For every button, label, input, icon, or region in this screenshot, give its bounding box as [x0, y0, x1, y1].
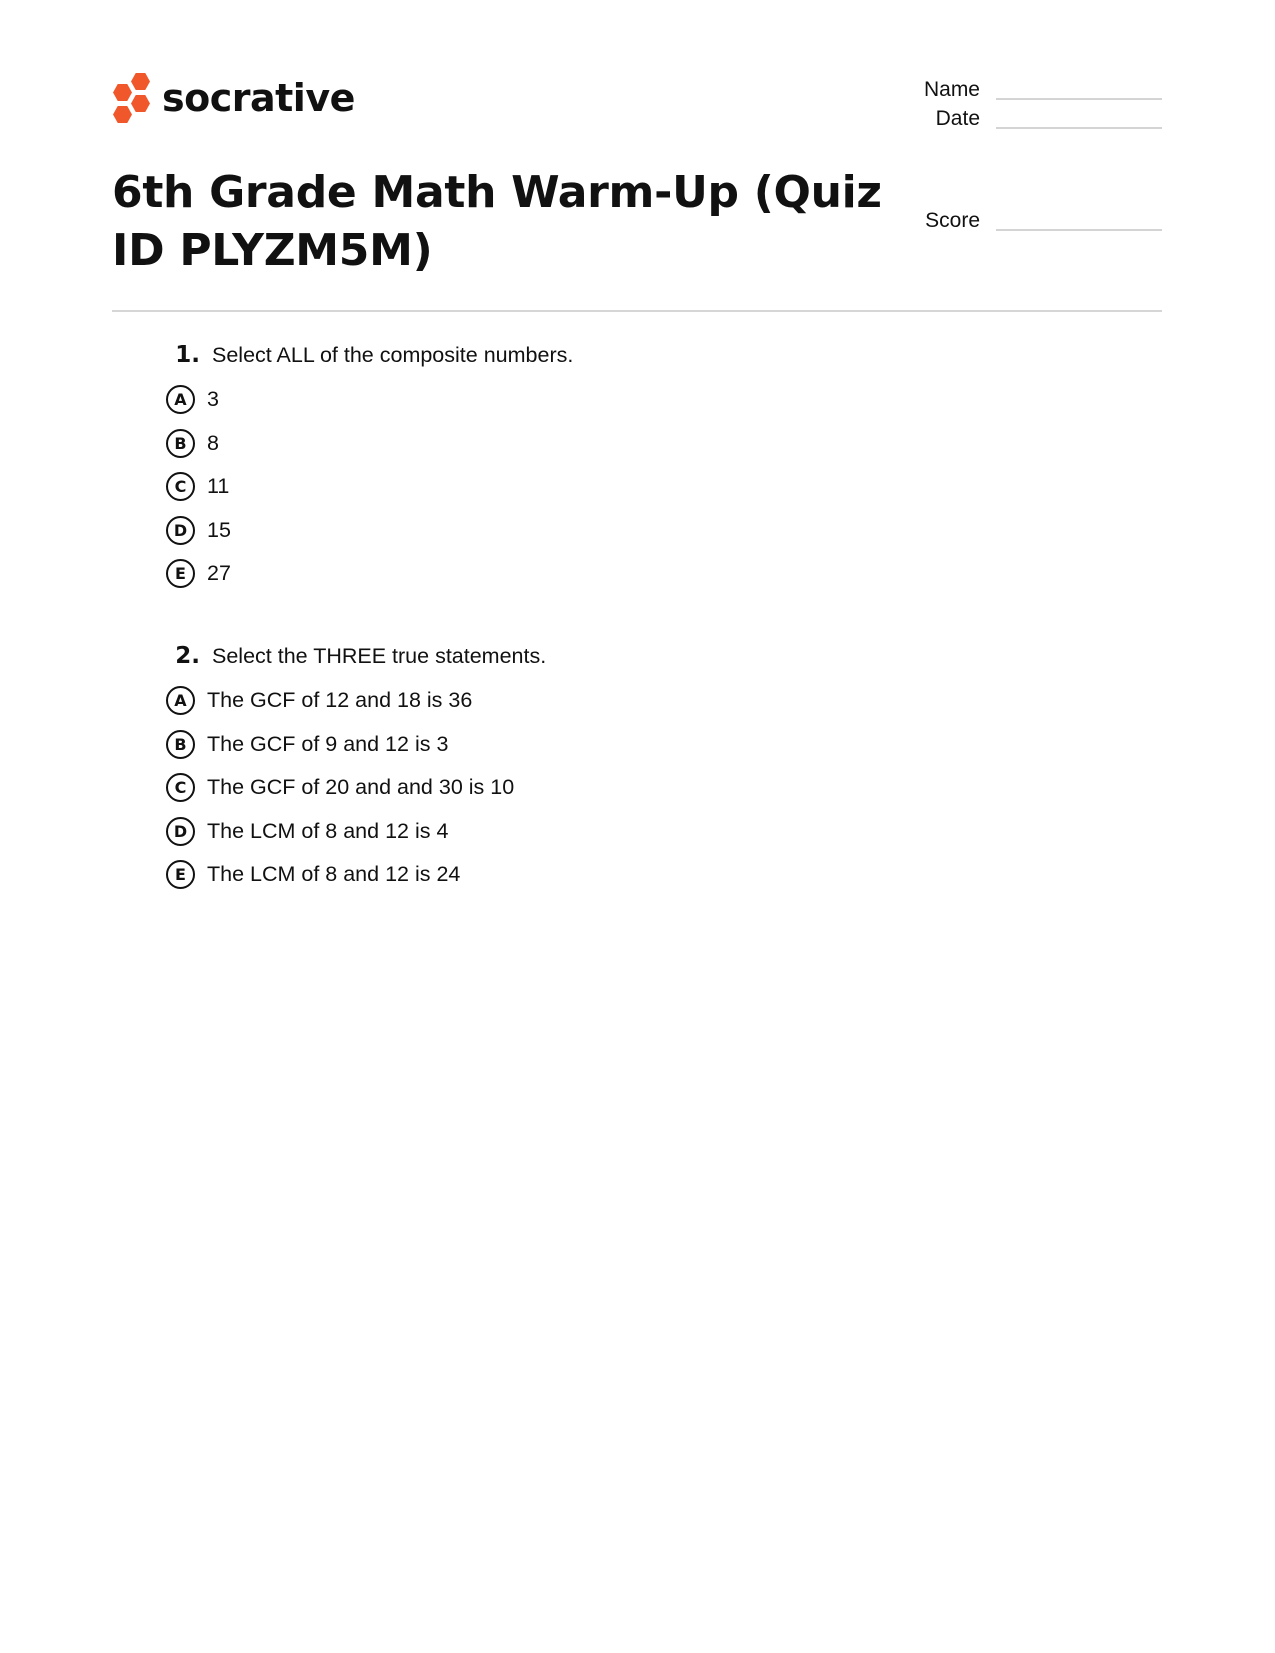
answer-bubble-a[interactable]: A [166, 385, 195, 414]
answer-bubble-b[interactable]: B [166, 730, 195, 759]
answer-bubble-c[interactable]: C [166, 773, 195, 802]
option-text: 27 [207, 561, 231, 586]
socrative-logo [112, 73, 355, 123]
answer-option-d[interactable] [166, 509, 573, 553]
answer-option-a[interactable] [166, 679, 546, 723]
name-label: Name [923, 78, 980, 101]
brand-name: socrative [162, 76, 355, 120]
answer-bubble-d[interactable]: D [166, 516, 195, 545]
score-blank-line[interactable] [996, 229, 1162, 231]
score-field [900, 207, 1162, 237]
option-text: The GCF of 20 and and 30 is 10 [207, 775, 515, 800]
name-blank-line[interactable] [996, 98, 1162, 100]
quiz-title: 6th Grade Math Warm-Up (Quiz ID PLYZM5M) [112, 167, 882, 276]
question-text: Select ALL of the composite numbers. [212, 343, 574, 367]
question-text: Select the THREE true statements. [212, 644, 547, 668]
answer-bubble-e[interactable]: E [166, 860, 195, 889]
answer-bubble-a[interactable]: A [166, 686, 195, 715]
answer-option-c[interactable] [166, 766, 546, 810]
date-field [900, 105, 1162, 135]
answer-option-d[interactable] [166, 810, 546, 854]
answer-bubble-b[interactable]: B [166, 429, 195, 458]
hexagon-cluster-icon [112, 73, 152, 123]
name-field [900, 76, 1162, 106]
answer-option-e[interactable] [166, 552, 573, 596]
answer-option-b[interactable] [166, 723, 546, 767]
date-blank-line[interactable] [996, 127, 1162, 129]
question-1 [166, 342, 573, 596]
question-header [166, 342, 573, 378]
answer-option-c[interactable] [166, 465, 573, 509]
answer-option-e[interactable] [166, 853, 546, 897]
option-text: The LCM of 8 and 12 is 4 [207, 818, 449, 843]
answer-bubble-c[interactable]: C [166, 472, 195, 501]
answer-option-b[interactable] [166, 422, 573, 466]
option-text: 15 [207, 517, 231, 542]
answer-bubble-e[interactable]: E [166, 559, 195, 588]
question-header [166, 643, 546, 679]
option-text: The GCF of 12 and 18 is 36 [207, 688, 473, 713]
option-text: 3 [207, 387, 219, 412]
question-2 [166, 643, 546, 897]
date-label: Date [935, 107, 980, 130]
question-number: 1. [175, 342, 200, 368]
option-text: The LCM of 8 and 12 is 24 [207, 862, 461, 887]
question-number: 2. [175, 643, 200, 669]
header-divider [112, 310, 1162, 312]
option-text: 11 [207, 474, 230, 499]
option-text: The GCF of 9 and 12 is 3 [207, 731, 449, 756]
score-label: Score [925, 209, 980, 232]
answer-option-a[interactable] [166, 378, 573, 422]
answer-bubble-d[interactable]: D [166, 817, 195, 846]
option-text: 8 [207, 430, 219, 455]
